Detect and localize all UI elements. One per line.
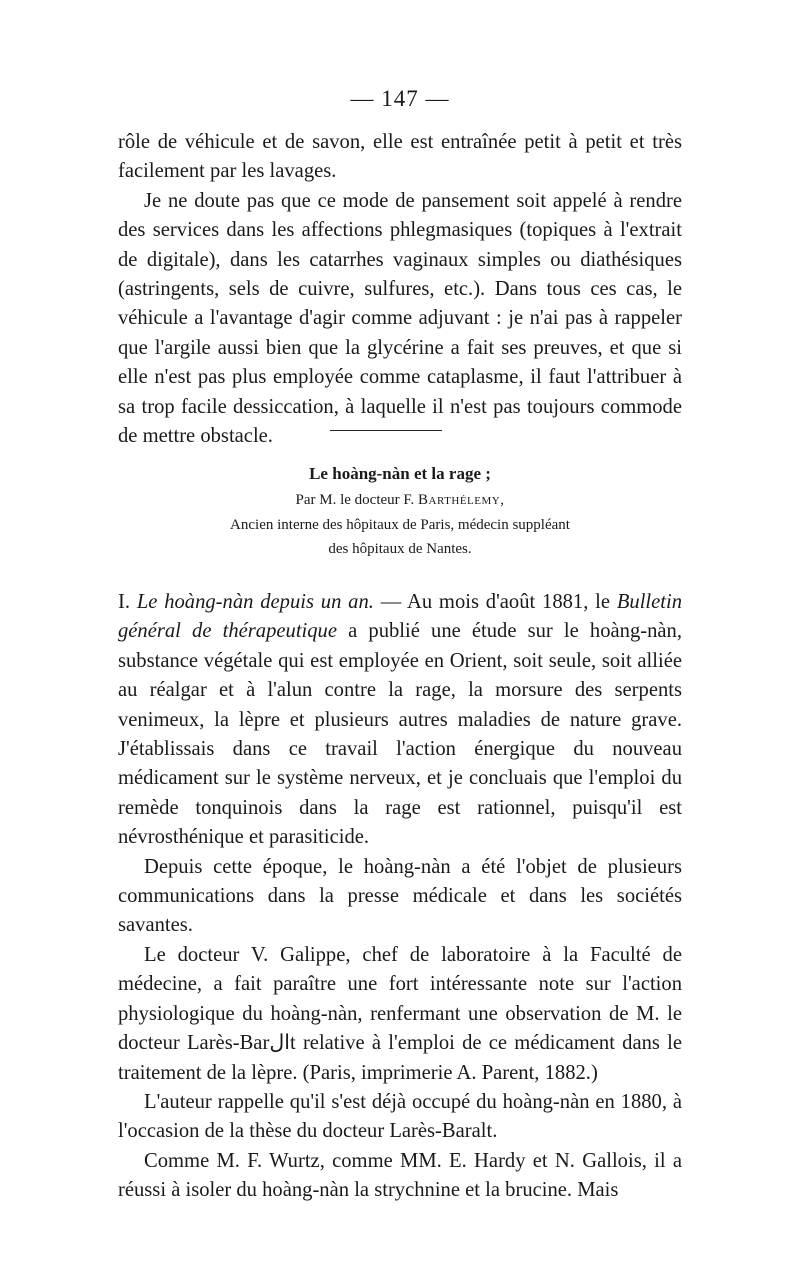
article-title-rest: hoàng-nàn et la rage ; bbox=[327, 464, 491, 483]
article-title-prefix: Le bbox=[309, 464, 328, 483]
article-header bbox=[118, 462, 682, 560]
paragraph-pansement: Je ne doute pas que ce mode de pansement soit appelé à rendre des services dans les affections phlegmasiques (topiques à l'extrait de digitale), dans les catarrhes vaginaux simples ou diathésiques (astringents, sels de cuivre, sulfures, etc.). Dans tous ces cas, le véhicule a l'avantage d'agir comme adjuvant : je n'ai pas à rappeler que l'argile aussi bien que la glycérine a fait ses preuves, et que si elle n'est pas plus employée comme cataplasme, il faut l'attribuer à sa trop facile dessiccation, à laquelle il n'est pas toujours commode de mettre obstacle. bbox=[118, 189, 682, 448]
article-title bbox=[118, 462, 682, 486]
affiliation-line-1: Ancien interne des hôpitaux de Paris, médecin suppléant bbox=[230, 516, 570, 533]
intro-text bbox=[118, 128, 682, 451]
section-dash: — bbox=[373, 591, 407, 613]
journal-title: Bulletin général de thérapeutique bbox=[118, 591, 683, 643]
section-body bbox=[118, 588, 682, 1206]
section-number: I. bbox=[118, 591, 137, 613]
page-number: — 147 — bbox=[350, 86, 450, 111]
paragraph-wurtz: Comme M. F. Wurtz, comme MM. E. Hardy et N. Gallois, il a réussi à isoler du hoàng-nàn la strychnine et la brucine. Mais bbox=[118, 1149, 682, 1202]
paragraph-galippe: Le docteur V. Galippe, chef de laboratoire à la Faculté de médecine, a fait paraître une fort intéressante note sur l'action physiologique du hoàng-nàn, renfermant une observation de M. le docteur Larès-Barالt relative à l'emploi de ce médicament dans le traitement de la lèpre. (Paris, imprimerie A. Parent, 1882.) bbox=[118, 943, 682, 1084]
paragraph-auteur: L'auteur rappelle qu'il s'est déjà occupé du hoàng-nàn en 1880, à l'occasion de la thèse du docteur Larès-Baralt. bbox=[118, 1090, 682, 1143]
affiliation-line-2: des hôpitaux de Nantes. bbox=[328, 541, 472, 557]
byline-prefix: Par M. le docteur F. bbox=[295, 492, 419, 508]
paragraph-text-b: a publié une étude sur le hoàng-nàn, substance végétale qui est employée en Orient, soit seule, soit alliée au réalgar et à l'alun contre la rage, la morsure des serpents venimeux, la lèpre et plusieurs autres maladies de nature grave. J'établissais dans ce travail l'action énergique du nouveau médicament sur le système nerveux, et je concluais que l'emploi du remède tonquinois dans la rage est rationnel, puisqu'il est névrosthénique et parasiticide. bbox=[118, 620, 682, 849]
byline bbox=[118, 490, 682, 511]
paragraph-depuis: Depuis cette époque, le hoàng-nàn a été l'objet de plusieurs communications dans la presse médicale et dans les sociétés savantes. bbox=[118, 855, 682, 937]
section-heading: Le hoàng-nàn depuis un an. bbox=[136, 591, 374, 613]
section-divider bbox=[330, 430, 442, 431]
paragraph-section-1 bbox=[118, 588, 682, 853]
paragraph-text-a: Au mois d'août 1881, le bbox=[406, 591, 617, 613]
paragraph-continuation: rôle de véhicule et de savon, elle est entraînée petit à petit et très facilement par les lavages. bbox=[118, 131, 682, 183]
author-name: Barthélemy, bbox=[418, 492, 505, 508]
